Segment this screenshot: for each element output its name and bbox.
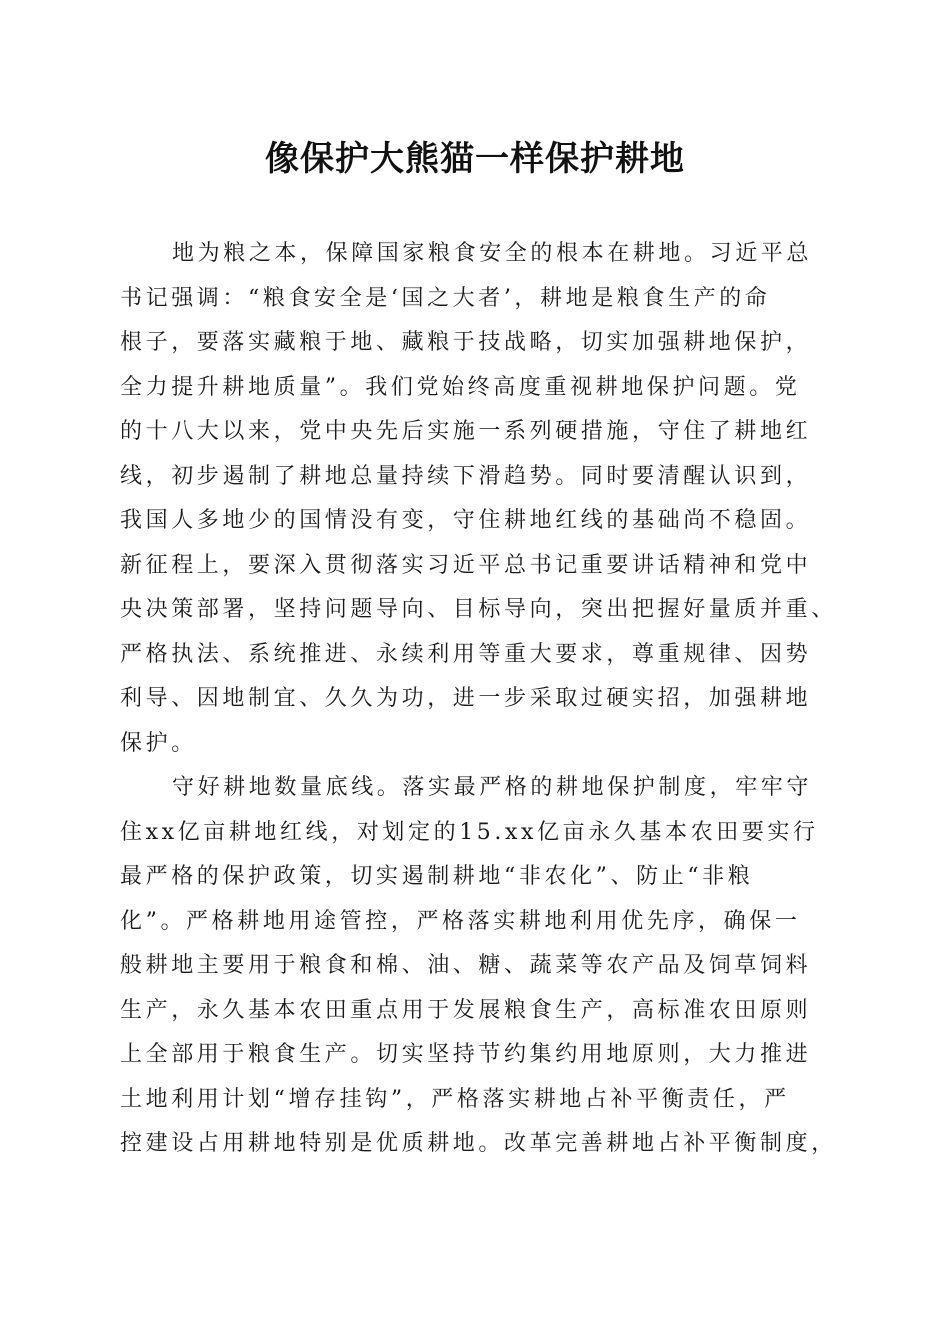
text-line: 般耕地主要用于粮食和棉、油、糖、蔬菜等农产品及饲草饲料 [120, 953, 812, 978]
text-line: 土地利用计划“增存挂钩”，严格落实耕地占补平衡责任，严 [120, 1086, 790, 1112]
text-line: 住xx亿亩耕地红线，对划定的15.xx亿亩永久基本农田要实行 [120, 819, 819, 845]
text-line: 守好耕地数量底线。落实最严格的耕地保护制度，牢牢守 [172, 775, 813, 800]
text-line: 地为粮之本，保障国家粮食安全的根本在耕地。习近平总 [172, 241, 813, 266]
text-line: 书记强调：“粮食安全是‘国之大者’，耕地是粮食生产的命 [120, 285, 771, 311]
text-line: 央决策部署，坚持问题导向、目标导向，突出把握好量质并重、 [120, 597, 837, 622]
text-line: 线，初步遏制了耕地总量持续下滑趋势。同时要清醒认识到， [120, 463, 812, 489]
text-line: 的十八大以来，党中央先后实施一系列硬措施，守住了耕地红 [120, 419, 812, 444]
paragraph-2 [120, 766, 835, 1167]
text-line: 最严格的保护政策，切实遏制耕地“非农化”、防止“非粮 [120, 864, 754, 889]
text-line: 上全部用于粮食生产。切实坚持节约集约用地原则，大力推进 [120, 1042, 812, 1067]
text-line: 化”。严格耕地用途管控，严格落实耕地利用优先序，确保一 [120, 908, 801, 934]
text-line: 严格执法、系统推进、永续利用等重大要求，尊重规律、因势 [120, 641, 812, 667]
text-line: 生产，永久基本农田重点用于发展粮食生产，高标准农田原则 [120, 997, 812, 1023]
text-line: 新征程上，要深入贯彻落实习近平总书记重要讲话精神和党中 [120, 552, 812, 578]
paragraph-1 [120, 232, 835, 766]
document-body [120, 232, 835, 1167]
text-line: 利导、因地制宜、久久为功，进一步采取过硬实招，加强耕地 [120, 686, 812, 711]
text-line: 全力提升耕地质量”。我们党始终高度重视耕地保护问题。党 [120, 374, 801, 400]
text-line: 我国人多地少的国情没有变，守住耕地红线的基础尚不稳固。 [120, 508, 812, 533]
text-line: 控建设占用耕地特别是优质耕地。改革完善耕地占补平衡制度， [120, 1131, 837, 1156]
document-title: 像保护大熊猫一样保护耕地 [265, 139, 685, 179]
text-line: 根子，要落实藏粮于地、藏粮于技战略，切实加强耕地保护， [120, 330, 812, 355]
text-line: 保护。 [120, 730, 197, 756]
